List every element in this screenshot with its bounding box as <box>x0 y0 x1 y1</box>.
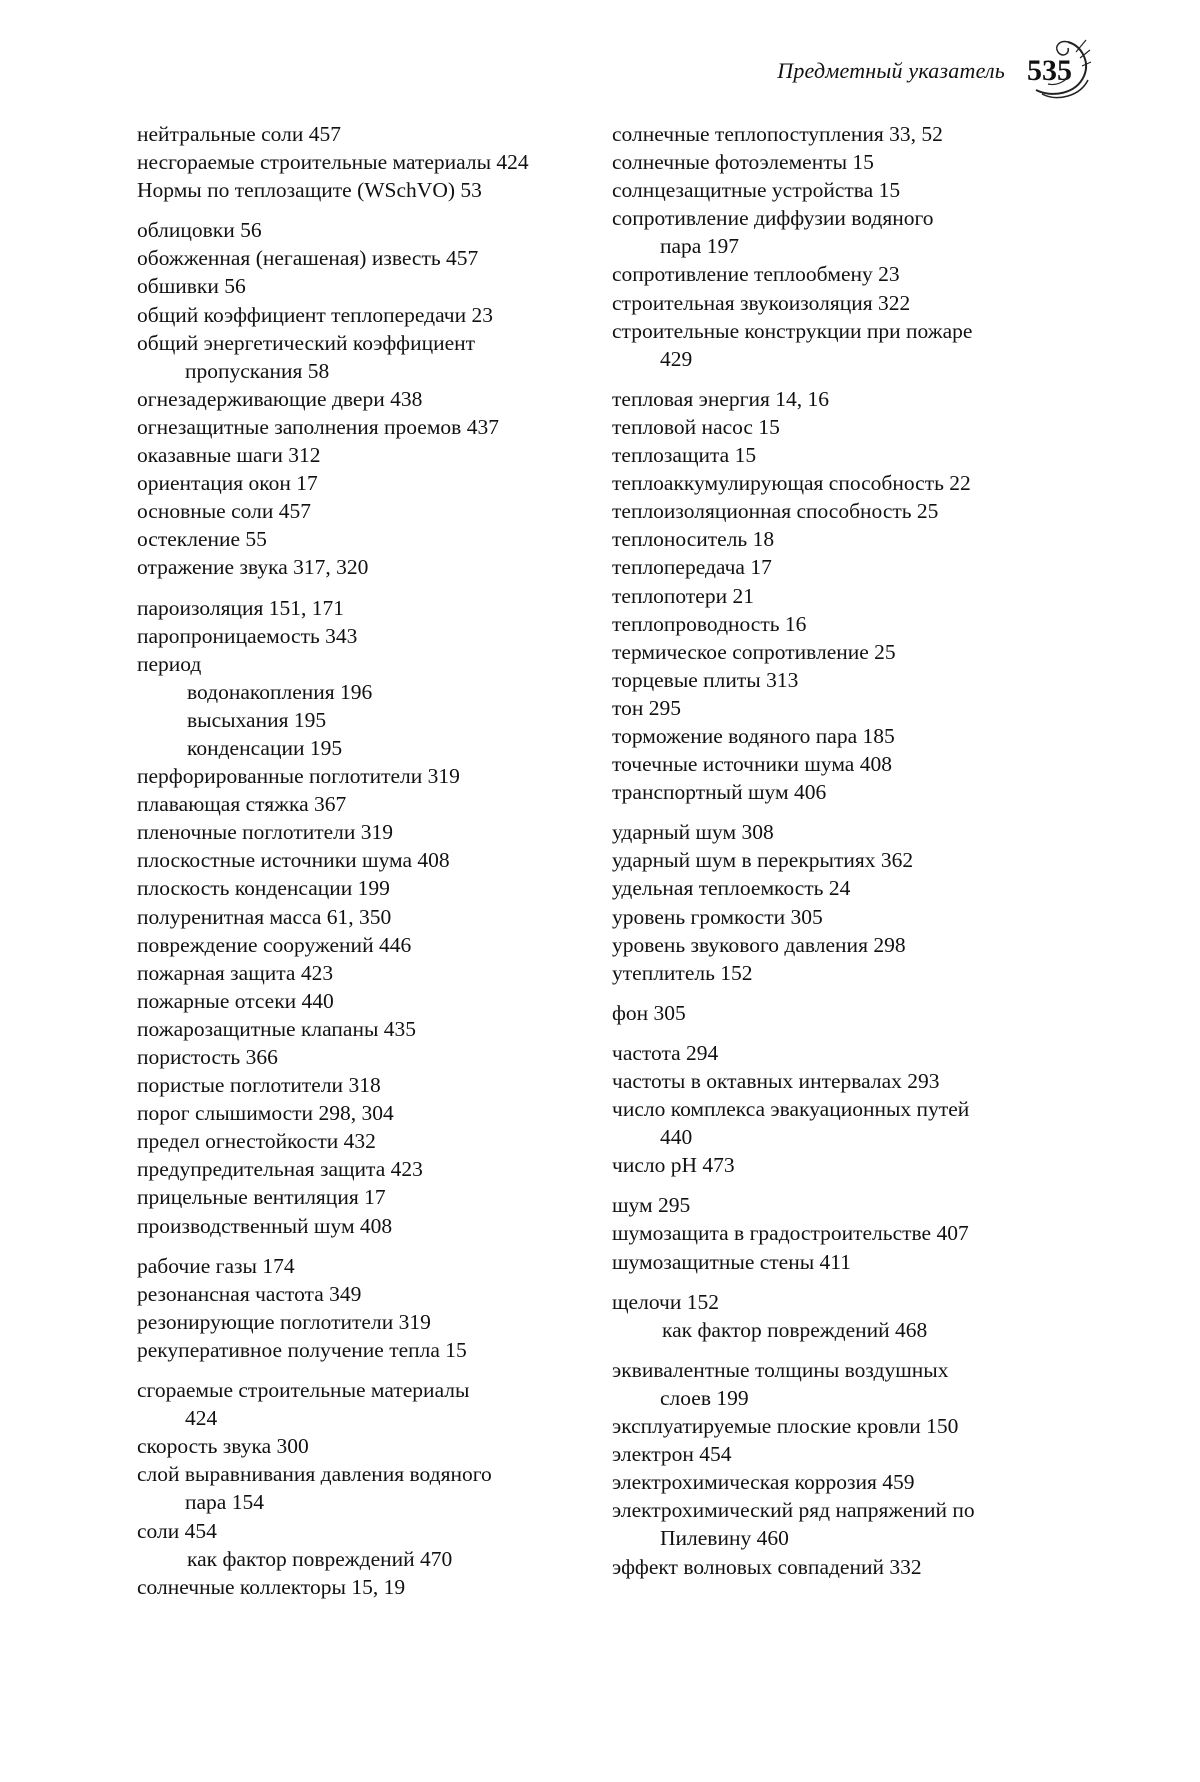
index-entry: общий энергетический коэффициент <box>137 330 476 355</box>
index-entry: термическое сопротивление 25 <box>612 639 896 664</box>
index-entry: предупредительная защита 423 <box>137 1157 423 1182</box>
index-entry: щелочи 152 <box>612 1289 719 1314</box>
index-column-left <box>137 120 612 1601</box>
index-entry: прицельные вентиляция 17 <box>137 1185 386 1210</box>
index-entry: частоты в октавных интервалах 293 <box>612 1069 940 1093</box>
index-entry: сгораемые строительные материалы <box>137 1378 470 1403</box>
index-entry: паропроницаемость 343 <box>137 623 358 648</box>
index-entry: рабочие газы 174 <box>137 1253 295 1278</box>
index-entry: эквивалентные толщины воздушных <box>612 1357 949 1382</box>
index-entry: шумозащитные стены 411 <box>612 1249 851 1274</box>
index-entry: теплопотери 21 <box>612 583 754 608</box>
index-entry: Пилевину 460 <box>660 1526 789 1551</box>
index-entry: оказавные шаги 312 <box>137 443 321 468</box>
index-entry: электрохимический ряд напряжений по <box>612 1498 975 1523</box>
index-entry: солнечные фотоэлементы 15 <box>612 150 874 175</box>
index-entry: водонакопления 196 <box>187 679 373 704</box>
index-entry: удельная теплоемкость 24 <box>612 876 851 901</box>
index-entry: нейтральные соли 457 <box>137 122 341 146</box>
index-entry: рекуперативное получение тепла 15 <box>137 1337 467 1362</box>
index-entry: порог слышимости 298, 304 <box>137 1101 394 1126</box>
index-entry: пожарная защита 423 <box>137 960 334 985</box>
index-entry: число pH 473 <box>612 1153 735 1178</box>
index-entry: утеплитель 152 <box>612 960 753 985</box>
index-entry: общий коэффициент теплопередачи 23 <box>137 302 493 327</box>
index-entry: солнцезащитные устройства 15 <box>612 178 901 203</box>
index-entry: фон 305 <box>612 1000 686 1025</box>
index-entry: тепловая энергия 14, 16 <box>612 386 829 411</box>
index-entry: теплоизоляционная способность 25 <box>612 499 939 524</box>
index-entry: тон 295 <box>612 695 681 720</box>
index-entry: строительная звукоизоляция 322 <box>612 290 911 315</box>
index-entry: эксплуатируемые плоские кровли 150 <box>612 1414 959 1439</box>
index-entry: транспортный шум 406 <box>612 780 827 805</box>
running-head: Предметный указатель <box>777 58 1005 83</box>
index-entry: соли 454 <box>137 1518 217 1543</box>
index-entry: конденсации 195 <box>187 735 343 760</box>
index-entry: торможение водяного пара 185 <box>612 723 895 748</box>
index-entry: пара 197 <box>660 234 739 259</box>
index-entry: период <box>137 651 202 676</box>
index-entry: число комплекса эвакуационных путей <box>612 1097 970 1122</box>
index-entry: обшивки 56 <box>137 274 246 299</box>
index-entry: 440 <box>660 1125 693 1150</box>
index-entry: эффект волновых совпадений 332 <box>612 1554 922 1579</box>
index-entry: огнезадерживающие двери 438 <box>137 386 423 411</box>
index-entry: Нормы по теплозащите (WSchVO) 53 <box>137 178 482 203</box>
index-entry: перфорированные поглотители 319 <box>137 764 460 789</box>
index-entry: теплопередача 17 <box>612 555 772 580</box>
page-header <box>777 46 1072 96</box>
index-entry: сопротивление теплообмену 23 <box>612 262 900 287</box>
index-entry: слоев 199 <box>660 1385 749 1410</box>
index-entry: пропускания 58 <box>185 358 330 383</box>
index-entry: частота 294 <box>612 1040 719 1065</box>
index-entry: пожарные отсеки 440 <box>137 988 334 1013</box>
index-entry: ударный шум 308 <box>612 820 774 845</box>
index-entry: обожженная (негашеная) известь 457 <box>137 246 479 271</box>
index-entry: строительные конструкции при пожаре <box>612 318 973 343</box>
index-entry: повреждение сооружений 446 <box>137 932 412 957</box>
swirl-ornament-icon <box>1030 32 1092 104</box>
index-entry: как фактор повреждений 470 <box>187 1546 453 1571</box>
index-entry: теплоноситель 18 <box>612 527 775 552</box>
index-entry: облицовки 56 <box>137 218 262 243</box>
index-entry: шум 295 <box>612 1193 691 1218</box>
index-entry: точечные источники шума 408 <box>612 752 892 777</box>
index-entry: плоскостные источники шума 408 <box>137 848 450 873</box>
index-entry: 429 <box>660 346 693 371</box>
index-entry: остекление 55 <box>137 527 267 552</box>
index-entry: теплоаккумулирующая способность 22 <box>612 471 971 496</box>
index-entry: плоскость конденсации 199 <box>137 876 390 901</box>
index-entry: производственный шум 408 <box>137 1213 393 1238</box>
index-entry: электрон 454 <box>612 1442 732 1467</box>
index-entry: уровень звукового давления 298 <box>612 932 906 957</box>
index-entry: скорость звука 300 <box>137 1434 309 1459</box>
index-entry: ориентация окон 17 <box>137 471 318 496</box>
index-entry: пожарозащитные клапаны 435 <box>137 1016 417 1041</box>
index-entry: несгораемые строительные материалы 424 <box>137 150 529 175</box>
index-entry: пароизоляция 151, 171 <box>137 595 345 620</box>
index-entry: как фактор повреждений 468 <box>662 1317 928 1342</box>
index-entry: пористые поглотители 318 <box>137 1073 381 1098</box>
index-entry: 424 <box>185 1406 218 1431</box>
index-entry: тепловой насос 15 <box>612 414 780 439</box>
index-entry: солнечные теплопоступления 33, 52 <box>612 122 943 146</box>
index-entry: солнечные коллекторы 15, 19 <box>137 1574 406 1599</box>
index-entry: высыхания 195 <box>187 707 327 732</box>
index-entry: сопротивление диффузии водяного <box>612 206 934 231</box>
index-entry: резонансная частота 349 <box>137 1281 362 1306</box>
index-entry: слой выравнивания давления водяного <box>137 1462 492 1487</box>
index-entry: торцевые плиты 313 <box>612 667 799 692</box>
index-entry: предел огнестойкости 432 <box>137 1129 376 1154</box>
index-entry: полуренитная масса 61, 350 <box>137 904 392 929</box>
index-entry: теплопроводность 16 <box>612 611 807 636</box>
index-entry: электрохимическая коррозия 459 <box>612 1470 915 1495</box>
index-entry: пористость 366 <box>137 1045 278 1069</box>
index-entry: огнезащитные заполнения проемов 437 <box>137 414 499 439</box>
index-entry: шумозащита в градостроительстве 407 <box>612 1221 969 1246</box>
page-number: 535 <box>1027 54 1072 87</box>
index-entry: резонирующие поглотители 319 <box>137 1309 431 1334</box>
index-column-right <box>612 120 1082 1581</box>
index-entry: основные соли 457 <box>137 499 311 524</box>
index-entry: пленочные поглотители 319 <box>137 820 394 845</box>
index-entry: теплозащита 15 <box>612 443 757 468</box>
index-entry: пара 154 <box>185 1490 264 1515</box>
index-entry: плавающая стяжка 367 <box>137 792 347 817</box>
index-entry: ударный шум в перекрытиях 362 <box>612 848 914 873</box>
index-entry: отражение звука 317, 320 <box>137 555 369 580</box>
index-entry: уровень громкости 305 <box>612 904 823 929</box>
